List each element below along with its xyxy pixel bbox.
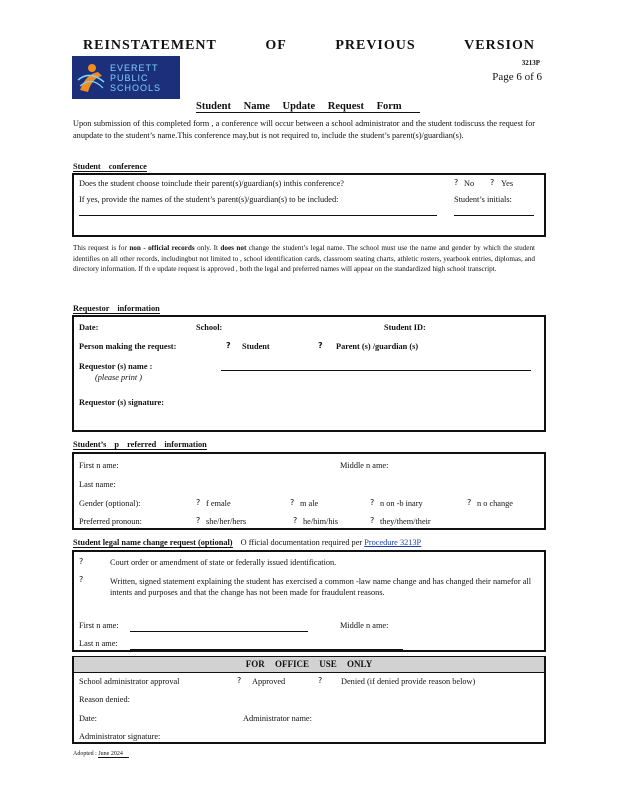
procedure-code: 3213P	[521, 59, 540, 67]
preferred-middle-name-label: Middle n ame:	[340, 461, 389, 470]
header-word-3: PREVIOUS	[335, 38, 416, 53]
student-option-label: Student	[242, 342, 270, 351]
non-binary-label: n on -b inary	[380, 499, 423, 508]
no-label: No	[464, 179, 475, 188]
parent-option-label: Parent (s) /guardian (s)	[336, 342, 419, 351]
requestor-name-label: Requestor (s) name :	[79, 362, 153, 371]
male-label: m ale	[300, 499, 319, 508]
preferred-last-name-label: Last name:	[79, 480, 116, 489]
notice-text-1: This request is for	[73, 244, 127, 252]
legal-heading-row	[73, 538, 421, 547]
court-order-option: Court order or amendment of state or federally issued identification.	[110, 558, 337, 567]
non-binary-checkbox[interactable]: ?	[370, 498, 375, 507]
procedure-3213p-link[interactable]: Procedure 3213P	[364, 538, 422, 547]
non-official-records-notice	[73, 243, 535, 275]
female-label: f emale	[206, 499, 231, 508]
they-them-label: they/them/their	[380, 517, 431, 526]
he-him-checkbox[interactable]: ?	[293, 516, 298, 525]
gender-label: Gender (optional):	[79, 499, 141, 508]
conference-question: Does the student choose toinclude their parent(s)/guardian(s) inthis conference?	[79, 179, 344, 188]
person-making-request-label: Person making the request:	[79, 342, 177, 351]
she-her-checkbox[interactable]: ?	[196, 516, 201, 525]
student-checkbox[interactable]: ?	[226, 341, 231, 350]
notice-text-2: only. It	[197, 244, 218, 252]
no-change-label: n o change	[477, 499, 513, 508]
requestor-date-label: Date:	[79, 323, 99, 332]
approved-label: Approved	[252, 677, 286, 686]
written-statement-checkbox[interactable]: ?	[79, 575, 84, 584]
requestor-box	[72, 315, 546, 432]
everett-public-schools-logo	[72, 56, 180, 99]
logo-figure-icon	[76, 60, 106, 96]
header-word-2: OF	[265, 38, 287, 53]
adopted-footer	[73, 751, 129, 757]
adopted-date: June 2024	[98, 751, 129, 758]
he-him-label: he/him/his	[303, 517, 339, 526]
they-them-checkbox[interactable]: ?	[370, 516, 375, 525]
office-date-label: Date:	[79, 714, 97, 723]
page-number: Page 6 of 6	[492, 71, 542, 83]
section-heading-preferred: Student’s p referred information	[73, 440, 207, 449]
yes-checkbox[interactable]: ?	[490, 178, 495, 187]
admin-approval-label: School administrator approval	[79, 677, 180, 686]
adopted-label: Adopted :	[73, 751, 97, 757]
court-order-checkbox[interactable]: ?	[79, 557, 84, 566]
notice-bold-1: non - official records	[129, 244, 195, 252]
reason-denied-label: Reason denied:	[79, 695, 130, 704]
written-statement-option: Written, signed statement explaining the student has exercised a common -law name change and has changed their namefor all intents and purposes and that the change has not been made for fraudulent reasons.	[110, 577, 531, 597]
female-checkbox[interactable]: ?	[196, 498, 201, 507]
logo-text	[110, 63, 161, 93]
no-checkbox[interactable]: ?	[454, 178, 459, 187]
legal-first-name-field[interactable]	[130, 631, 308, 632]
notice-bold-2: does not	[220, 244, 247, 252]
section-heading-conference: Student conference	[73, 162, 147, 171]
document-header	[0, 38, 618, 54]
male-checkbox[interactable]: ?	[290, 498, 295, 507]
parent-checkbox[interactable]: ?	[318, 341, 323, 350]
student-initials-label: Student’s initials:	[454, 195, 512, 204]
logo-line-1: EVERETT	[110, 62, 159, 73]
logo-line-3: SCHOOLS	[110, 82, 162, 93]
student-initials-field[interactable]	[454, 215, 534, 216]
parent-names-label: If yes, provide the names of the student’s parent(s)/guardian(s) to be included:	[79, 195, 339, 204]
logo-line-2: PUBLIC	[110, 72, 149, 83]
legal-last-name-field[interactable]	[130, 649, 403, 650]
preferred-first-name-label: First n ame:	[79, 461, 119, 470]
requestor-school-label: School:	[196, 323, 223, 332]
header-word-4: VERSION	[464, 38, 535, 53]
she-her-label: she/her/hers	[206, 517, 247, 526]
pronoun-label: Preferred pronoun:	[79, 517, 142, 526]
legal-first-name-label: First n ame:	[79, 621, 119, 630]
requestor-name-field[interactable]	[221, 370, 531, 371]
administrator-signature-label: Administrator signature:	[79, 732, 161, 741]
approved-checkbox[interactable]: ?	[237, 676, 242, 685]
form-title: Student Name Update Request Form	[196, 101, 420, 113]
section-heading-requestor: Requestor information	[73, 304, 160, 313]
yes-label: Yes	[501, 179, 514, 188]
no-change-checkbox[interactable]: ?	[467, 498, 472, 507]
parent-names-field[interactable]	[79, 215, 437, 216]
administrator-name-label: Administrator name:	[243, 714, 312, 723]
office-use-heading: FOR OFFICE USE ONLY	[74, 657, 544, 673]
official-documentation-text: O fficial documentation required per	[240, 538, 363, 547]
please-print-note: (please print )	[95, 373, 143, 382]
legal-middle-name-label: Middle n ame:	[340, 621, 389, 630]
intro-paragraph: Upon submission of this completed form , a conference will occur between a school administrator and the student todiscuss the request for anupdate to the student’s name.This conference may,but is not required to, include the student’s parent(s)/guardian(s).	[73, 119, 535, 140]
denied-label: Denied (if denied provide reason below)	[341, 677, 476, 686]
notice-text-3: change the student’s legal name. The school must use the name and gender by which the student identifies on all other records, includingbut not limited to , school identification cards, classroom seating charts, athletic rosters, yearbook entries, diplomas, and directory information. If th e update request is approved , both the legal and preferred names will appear on the standardized high school transcript.	[73, 244, 536, 273]
section-heading-legal: Student legal name change request (optional)	[73, 538, 233, 547]
requestor-signature-label: Requestor (s) signature:	[79, 398, 164, 407]
student-id-label: Student ID:	[384, 323, 426, 332]
header-word-1: REINSTATEMENT	[83, 38, 217, 53]
denied-checkbox[interactable]: ?	[318, 676, 323, 685]
legal-last-name-label: Last n ame:	[79, 639, 118, 648]
